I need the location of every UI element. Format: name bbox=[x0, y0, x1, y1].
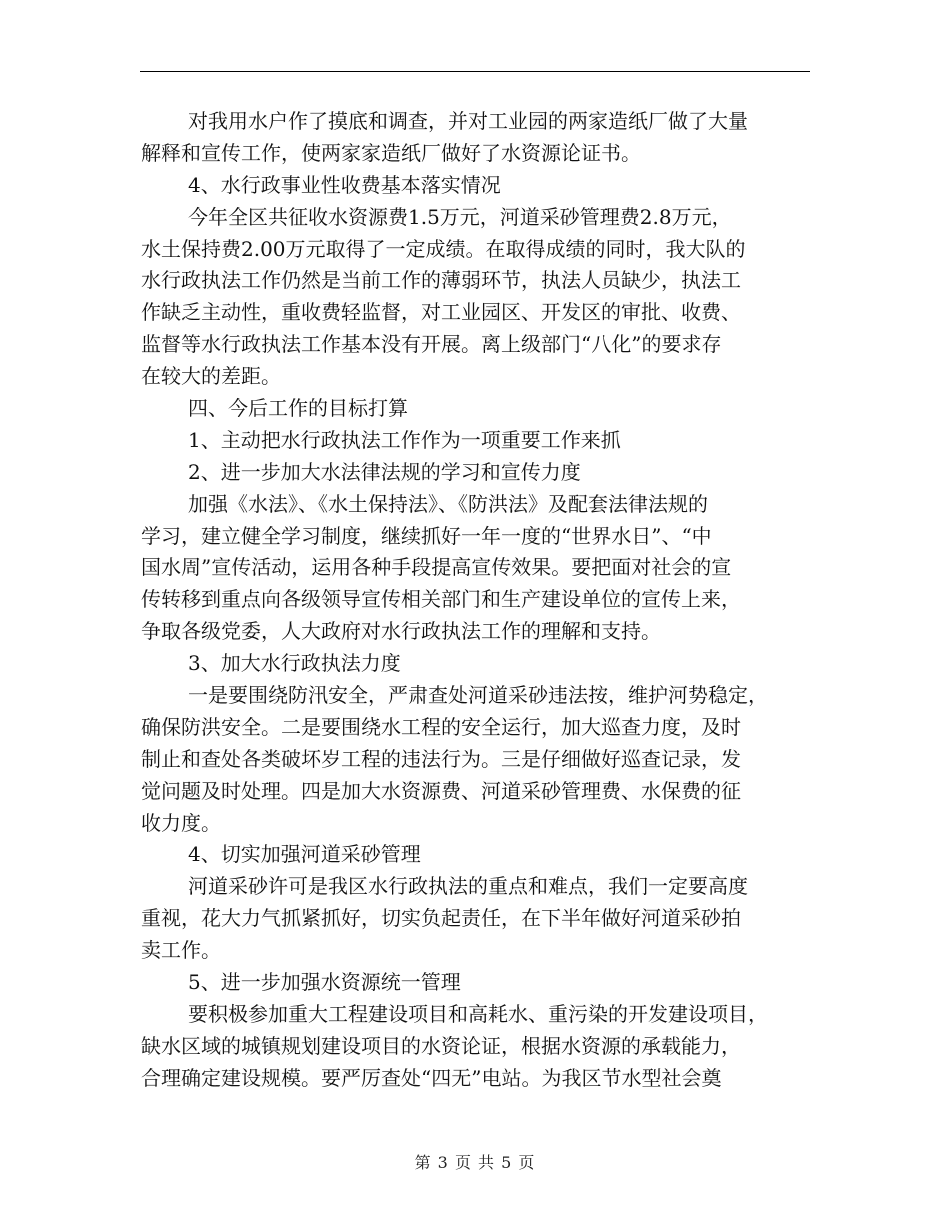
text-line: 4、水行政事业性收费基本落实情况 bbox=[188, 172, 501, 197]
subsection-heading: 5、进一步加强水资源统一管理 bbox=[188, 970, 461, 995]
subsection-heading: 2、进一步加大水法律法规的学习和宣传力度 bbox=[188, 459, 581, 484]
text-line: 解释和宣传工作，使两家家造纸厂做好了水资源论证书。 bbox=[141, 140, 641, 165]
text-line: 一是要围绕防汛安全，严肃查处河道采砂违法按，维护河势稳定， bbox=[188, 683, 768, 708]
text-line: 传转移到重点向各级领导宣传相关部门和生产建设单位的宣传上来， bbox=[141, 587, 741, 612]
text-line: 重视，花大力气抓紧抓好，切实负起责任，在下半年做好河道采砂拍 bbox=[141, 906, 741, 931]
text-line: 在较大的差距。 bbox=[141, 364, 281, 389]
text-line: 收力度。 bbox=[141, 810, 221, 835]
text-line: 觉问题及时处理。四是加大水资源费、河道采砂管理费、水保费的征 bbox=[141, 778, 741, 803]
text-line: 争取各级党委，人大政府对水行政执法工作的理解和支持。 bbox=[141, 619, 661, 644]
text-line: 要积极参加重大工程建设项目和高耗水、重污染的开发建设项目， bbox=[188, 1001, 768, 1026]
text-line: 水土保持费2.00万元取得了一定成绩。在取得成绩的同时，我大队的 bbox=[141, 236, 746, 261]
text-line: 确保防洪安全。二是要围绕水工程的安全运行，加大巡查力度，及时 bbox=[141, 714, 741, 739]
text-line: 作缺乏主动性，重收费轻监督，对工业园区、开发区的审批、收费、 bbox=[141, 300, 741, 325]
text-line: 对我用水户作了摸底和调查，并对工业园的两家造纸厂做了大量 bbox=[188, 109, 748, 133]
subsection-heading: 3、加大水行政执法力度 bbox=[188, 651, 401, 676]
text-line: 学习，建立健全学习制度，继续抓好一年一度的“世界水日”、“中 bbox=[141, 523, 712, 548]
text-line: 水行政执法工作仍然是当前工作的薄弱环节，执法人员缺少，执法工 bbox=[141, 268, 741, 293]
text-line: 缺水区域的城镇规划建设项目的水资论证，根据水资源的承载能力， bbox=[141, 1033, 741, 1058]
text-line: 加强《水法》、《水土保持法》、《防洪法》及配套法律法规的 bbox=[188, 491, 708, 516]
text-line: 制止和查处各类破坏岁工程的违法行为。三是仔细做好巡查记录，发 bbox=[141, 746, 741, 771]
subsection-heading: 4、切实加强河道采砂管理 bbox=[188, 842, 421, 867]
section-heading: 四、今后工作的目标打算 bbox=[188, 396, 408, 421]
page-number: 第 3 页 共 5 页 bbox=[414, 1153, 536, 1172]
header-rule bbox=[140, 71, 810, 72]
text-line: 合理确定建设规模。要严厉查处“四无”电站。为我区节水型社会奠 bbox=[141, 1065, 722, 1090]
text-line: 卖工作。 bbox=[141, 938, 221, 963]
text-line: 今年全区共征收水资源费1.5万元，河道采砂管理费2.8万元， bbox=[188, 204, 732, 229]
document-body bbox=[141, 106, 813, 1095]
text-line: 河道采砂许可是我区水行政执法的重点和难点，我们一定要高度 bbox=[188, 874, 748, 899]
text-line: 监督等水行政执法工作基本没有开展。离上级部门“八化”的要求存 bbox=[141, 332, 722, 357]
text-line: 国水周”宣传活动，运用各种手段提高宣传效果。要把面对社会的宣 bbox=[141, 555, 732, 580]
subsection-heading: 1、主动把水行政执法工作作为一项重要工作来抓 bbox=[188, 427, 621, 452]
